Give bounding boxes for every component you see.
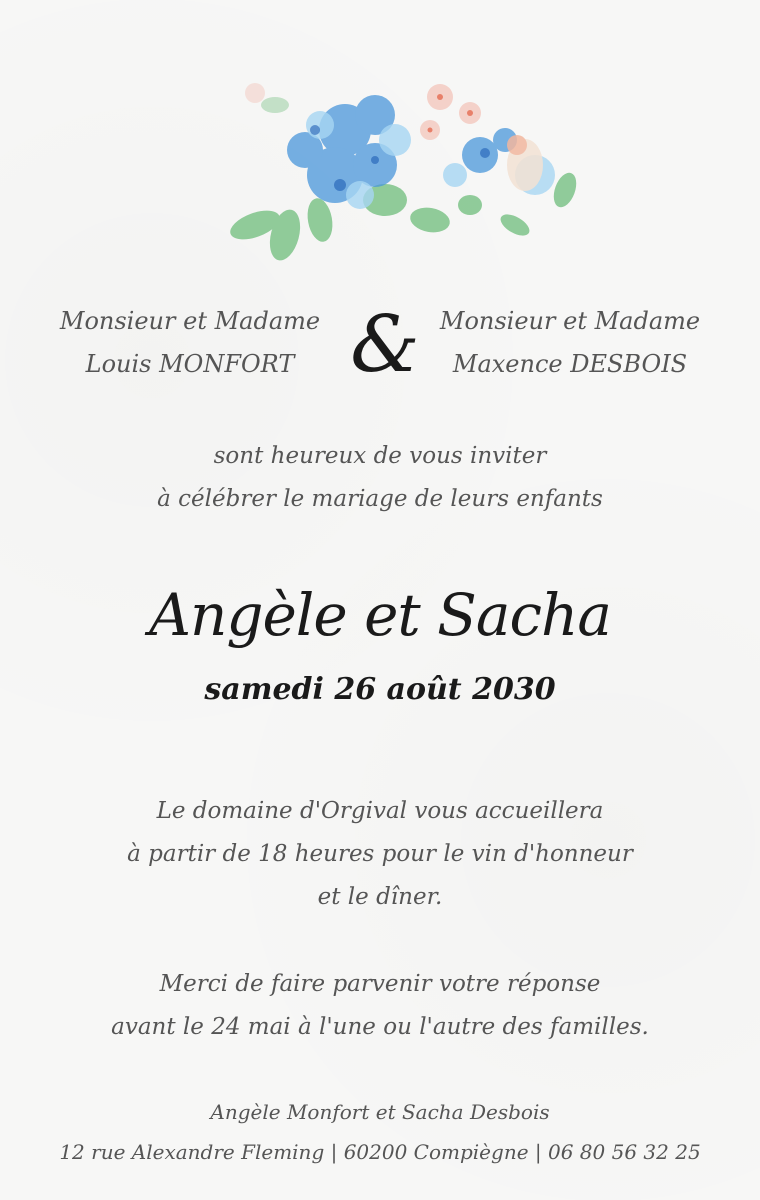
contact-address: 12 rue Alexandre Fleming | 60200 Compiègne | 06 80 56 32 25 [59, 1140, 701, 1164]
rsvp-note [0, 963, 760, 1049]
contact-block [0, 1092, 760, 1172]
couple-names: Angèle et Sacha [149, 581, 611, 649]
bride-parents [40, 300, 340, 386]
groom-parents-title: Monsieur et Madame [439, 307, 701, 335]
bride-parents-title: Monsieur et Madame [59, 307, 321, 335]
invitation-intro [0, 435, 760, 521]
rsvp-line-1: Merci de faire parvenir votre réponse [159, 971, 601, 997]
wedding-date: samedi 26 août 2030 [204, 672, 556, 707]
intro-line-1: sont heureux de vous inviter [213, 443, 547, 469]
ampersand: & [350, 300, 420, 390]
floral-bouquet-icon [225, 75, 590, 265]
bride-parents-name: Louis MONFORT [85, 350, 295, 378]
groom-parents [420, 300, 720, 386]
groom-parents-name: Maxence DESBOIS [452, 350, 688, 378]
venue-details [0, 790, 760, 919]
rsvp-line-2: avant le 24 mai à l'une ou l'autre des familles. [111, 1014, 649, 1040]
details-line-3: et le dîner. [317, 884, 443, 910]
contact-names: Angèle Monfort et Sacha Desbois [210, 1100, 550, 1124]
details-line-2: à partir de 18 heures pour le vin d'honneur [127, 841, 633, 867]
intro-line-2: à célébrer le mariage de leurs enfants [157, 486, 603, 512]
details-line-1: Le domaine d'Orgival vous accueillera [156, 798, 604, 824]
